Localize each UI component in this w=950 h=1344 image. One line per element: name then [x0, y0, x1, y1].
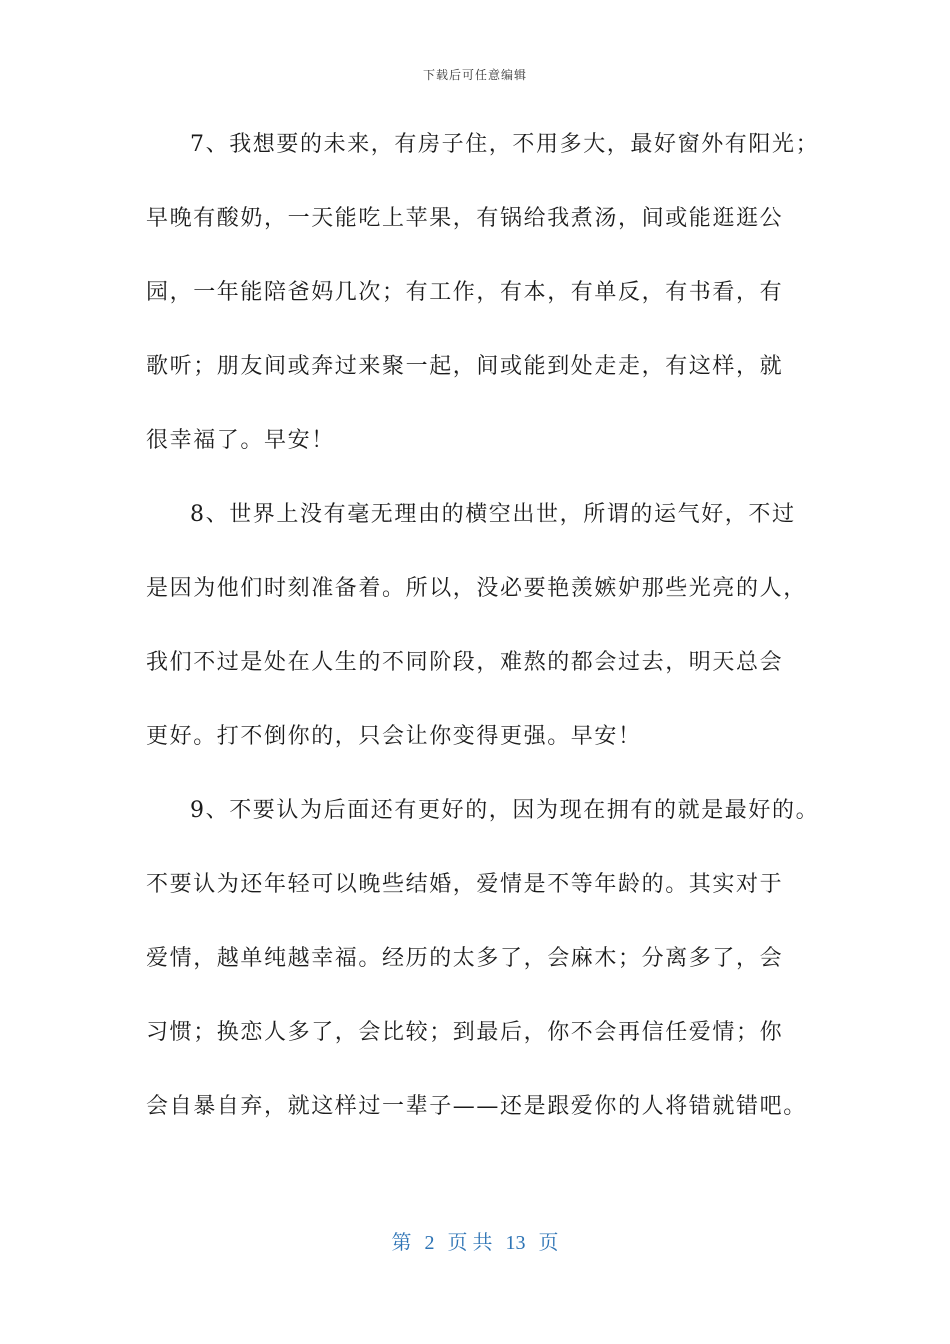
footer-middle: 页 共 — [447, 1232, 493, 1254]
paragraph-7-line-3: 园，一年能陪爸妈几次；有工作，有本，有单反，有书看，有 — [146, 280, 784, 305]
header-note: 下载后可任意编辑 — [422, 68, 527, 82]
footer-current-page: 2 — [424, 1232, 435, 1254]
document-body — [146, 126, 826, 1162]
paragraph-7-line-5: 很幸福了。早安！ — [146, 428, 335, 453]
paragraph-7-line-4: 歌听；朋友间或奔过来聚一起，间或能到处走走，有这样，就 — [146, 354, 784, 379]
footer-prefix: 第 — [391, 1232, 412, 1254]
paragraph-9-line-5: 会自暴自弃，就这样过一辈子——还是跟爱你的人将错就错吧。 — [146, 1094, 807, 1119]
paragraph-9-line-3: 爱情，越单纯越幸福。经历的太多了，会麻木；分离多了，会 — [146, 946, 784, 971]
paragraph-8-line-1: 8、世界上没有毫无理由的横空出世，所谓的运气好，不过 — [190, 502, 796, 527]
footer-total-pages: 13 — [505, 1232, 526, 1254]
paragraph-9-line-4: 习惯；换恋人多了，会比较；到最后，你不会再信任爱情；你 — [146, 1020, 784, 1045]
paragraph-8-line-2: 是因为他们时刻准备着。所以，没必要艳羡嫉妒那些光亮的人， — [146, 576, 807, 601]
paragraph-9-line-2: 不要认为还年轻可以晚些结婚，爱情是不等年龄的。其实对于 — [146, 872, 784, 897]
paragraph-8-line-3: 我们不过是处在人生的不同阶段，难熬的都会过去，明天总会 — [146, 650, 784, 675]
paragraph-7-line-1: 7、我想要的未来，有房子住，不用多大，最好窗外有阳光； — [190, 132, 820, 157]
footer-suffix: 页 — [538, 1232, 559, 1254]
paragraph-8-line-4: 更好。打不倒你的，只会让你变得更强。早安！ — [146, 724, 642, 749]
paragraph-7-line-2: 早晚有酸奶，一天能吃上苹果，有锅给我煮汤，间或能逛逛公 — [146, 206, 784, 231]
page-number-footer — [0, 1226, 950, 1255]
paragraph-9-line-1: 9、不要认为后面还有更好的，因为现在拥有的就是最好的。 — [190, 798, 820, 823]
